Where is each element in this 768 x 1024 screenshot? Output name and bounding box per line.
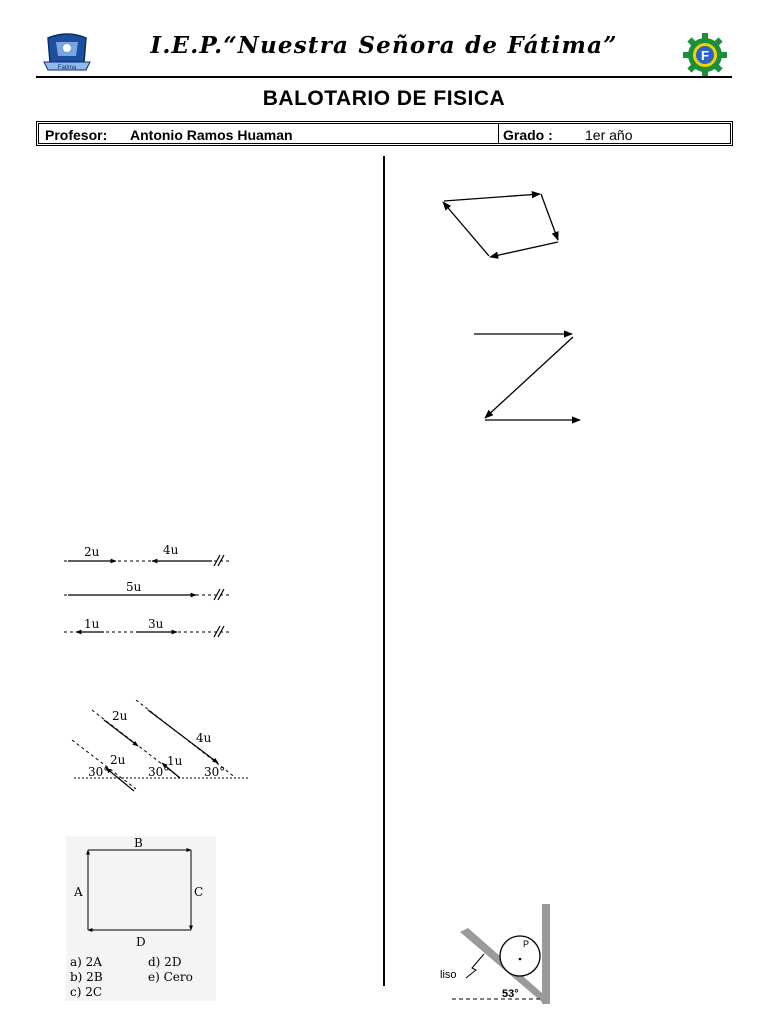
label-angle-3: 30° [204, 765, 226, 779]
option-c: c) 2C [70, 985, 103, 999]
label-1u: 1u [84, 617, 100, 631]
z-vector-diagram [470, 328, 590, 428]
sphere [500, 936, 540, 976]
vector-left [443, 202, 489, 256]
school-name: I.E.P.“Nuestra Señora de Fátima” [150, 32, 618, 59]
option-b: b) 2B [70, 970, 103, 984]
label-A: A [74, 885, 83, 899]
crest-ribbon-text: Fatima [57, 65, 77, 71]
column-divider [383, 156, 385, 986]
label-liso: liso [440, 969, 457, 981]
gear-letter: F [701, 48, 709, 63]
inclined-vectors-diagram [68, 696, 258, 796]
label-2u: 2u [84, 545, 100, 559]
label-upper-4u: 4u [196, 731, 212, 745]
liso-pointer [466, 954, 484, 978]
vector-right [541, 194, 558, 240]
vector-bottom [490, 242, 558, 257]
vector-lower-2u [106, 768, 134, 791]
collinear-vectors-diagram [60, 540, 240, 640]
label-p: P [523, 939, 530, 949]
page-header [36, 28, 732, 78]
label-B: B [134, 836, 143, 850]
sphere-incline-diagram [438, 902, 558, 1006]
grado-value: 1er año [585, 127, 633, 143]
gear-logo [682, 34, 728, 76]
teacher-info-box [36, 121, 733, 146]
option-a: a) 2A [70, 955, 102, 969]
option-e: e) Cero [148, 970, 193, 984]
profesor-value: Antonio Ramos Huaman [130, 127, 293, 143]
label-upper-2u: 2u [112, 709, 128, 723]
page-title: BALOTARIO DE FISICA [262, 87, 506, 110]
quadrilateral-vector-diagram [436, 185, 566, 265]
vector-z-diagonal [485, 337, 573, 418]
label-C: C [194, 885, 204, 899]
label-4u: 4u [163, 543, 179, 557]
label-angle-1: 30° [88, 765, 110, 779]
label-3u: 3u [148, 617, 164, 631]
option-d: d) 2D [148, 955, 182, 969]
grado-label: Grado : [503, 127, 553, 143]
header-divider [36, 76, 732, 78]
label-lower-1u: 1u [167, 754, 183, 768]
label-5u: 5u [126, 580, 142, 594]
vector-upper-2u [104, 720, 138, 746]
vector-top [444, 194, 540, 201]
label-angle-2: 30° [148, 765, 170, 779]
label-53: 53° [502, 988, 519, 1000]
info-cell-divider [498, 124, 499, 143]
label-D: D [136, 935, 146, 949]
label-lower-2u: 2u [110, 753, 126, 767]
vertical-wall [542, 904, 550, 1004]
profesor-label: Profesor: [45, 127, 108, 143]
rectangle-vectors-diagram [66, 836, 216, 1001]
